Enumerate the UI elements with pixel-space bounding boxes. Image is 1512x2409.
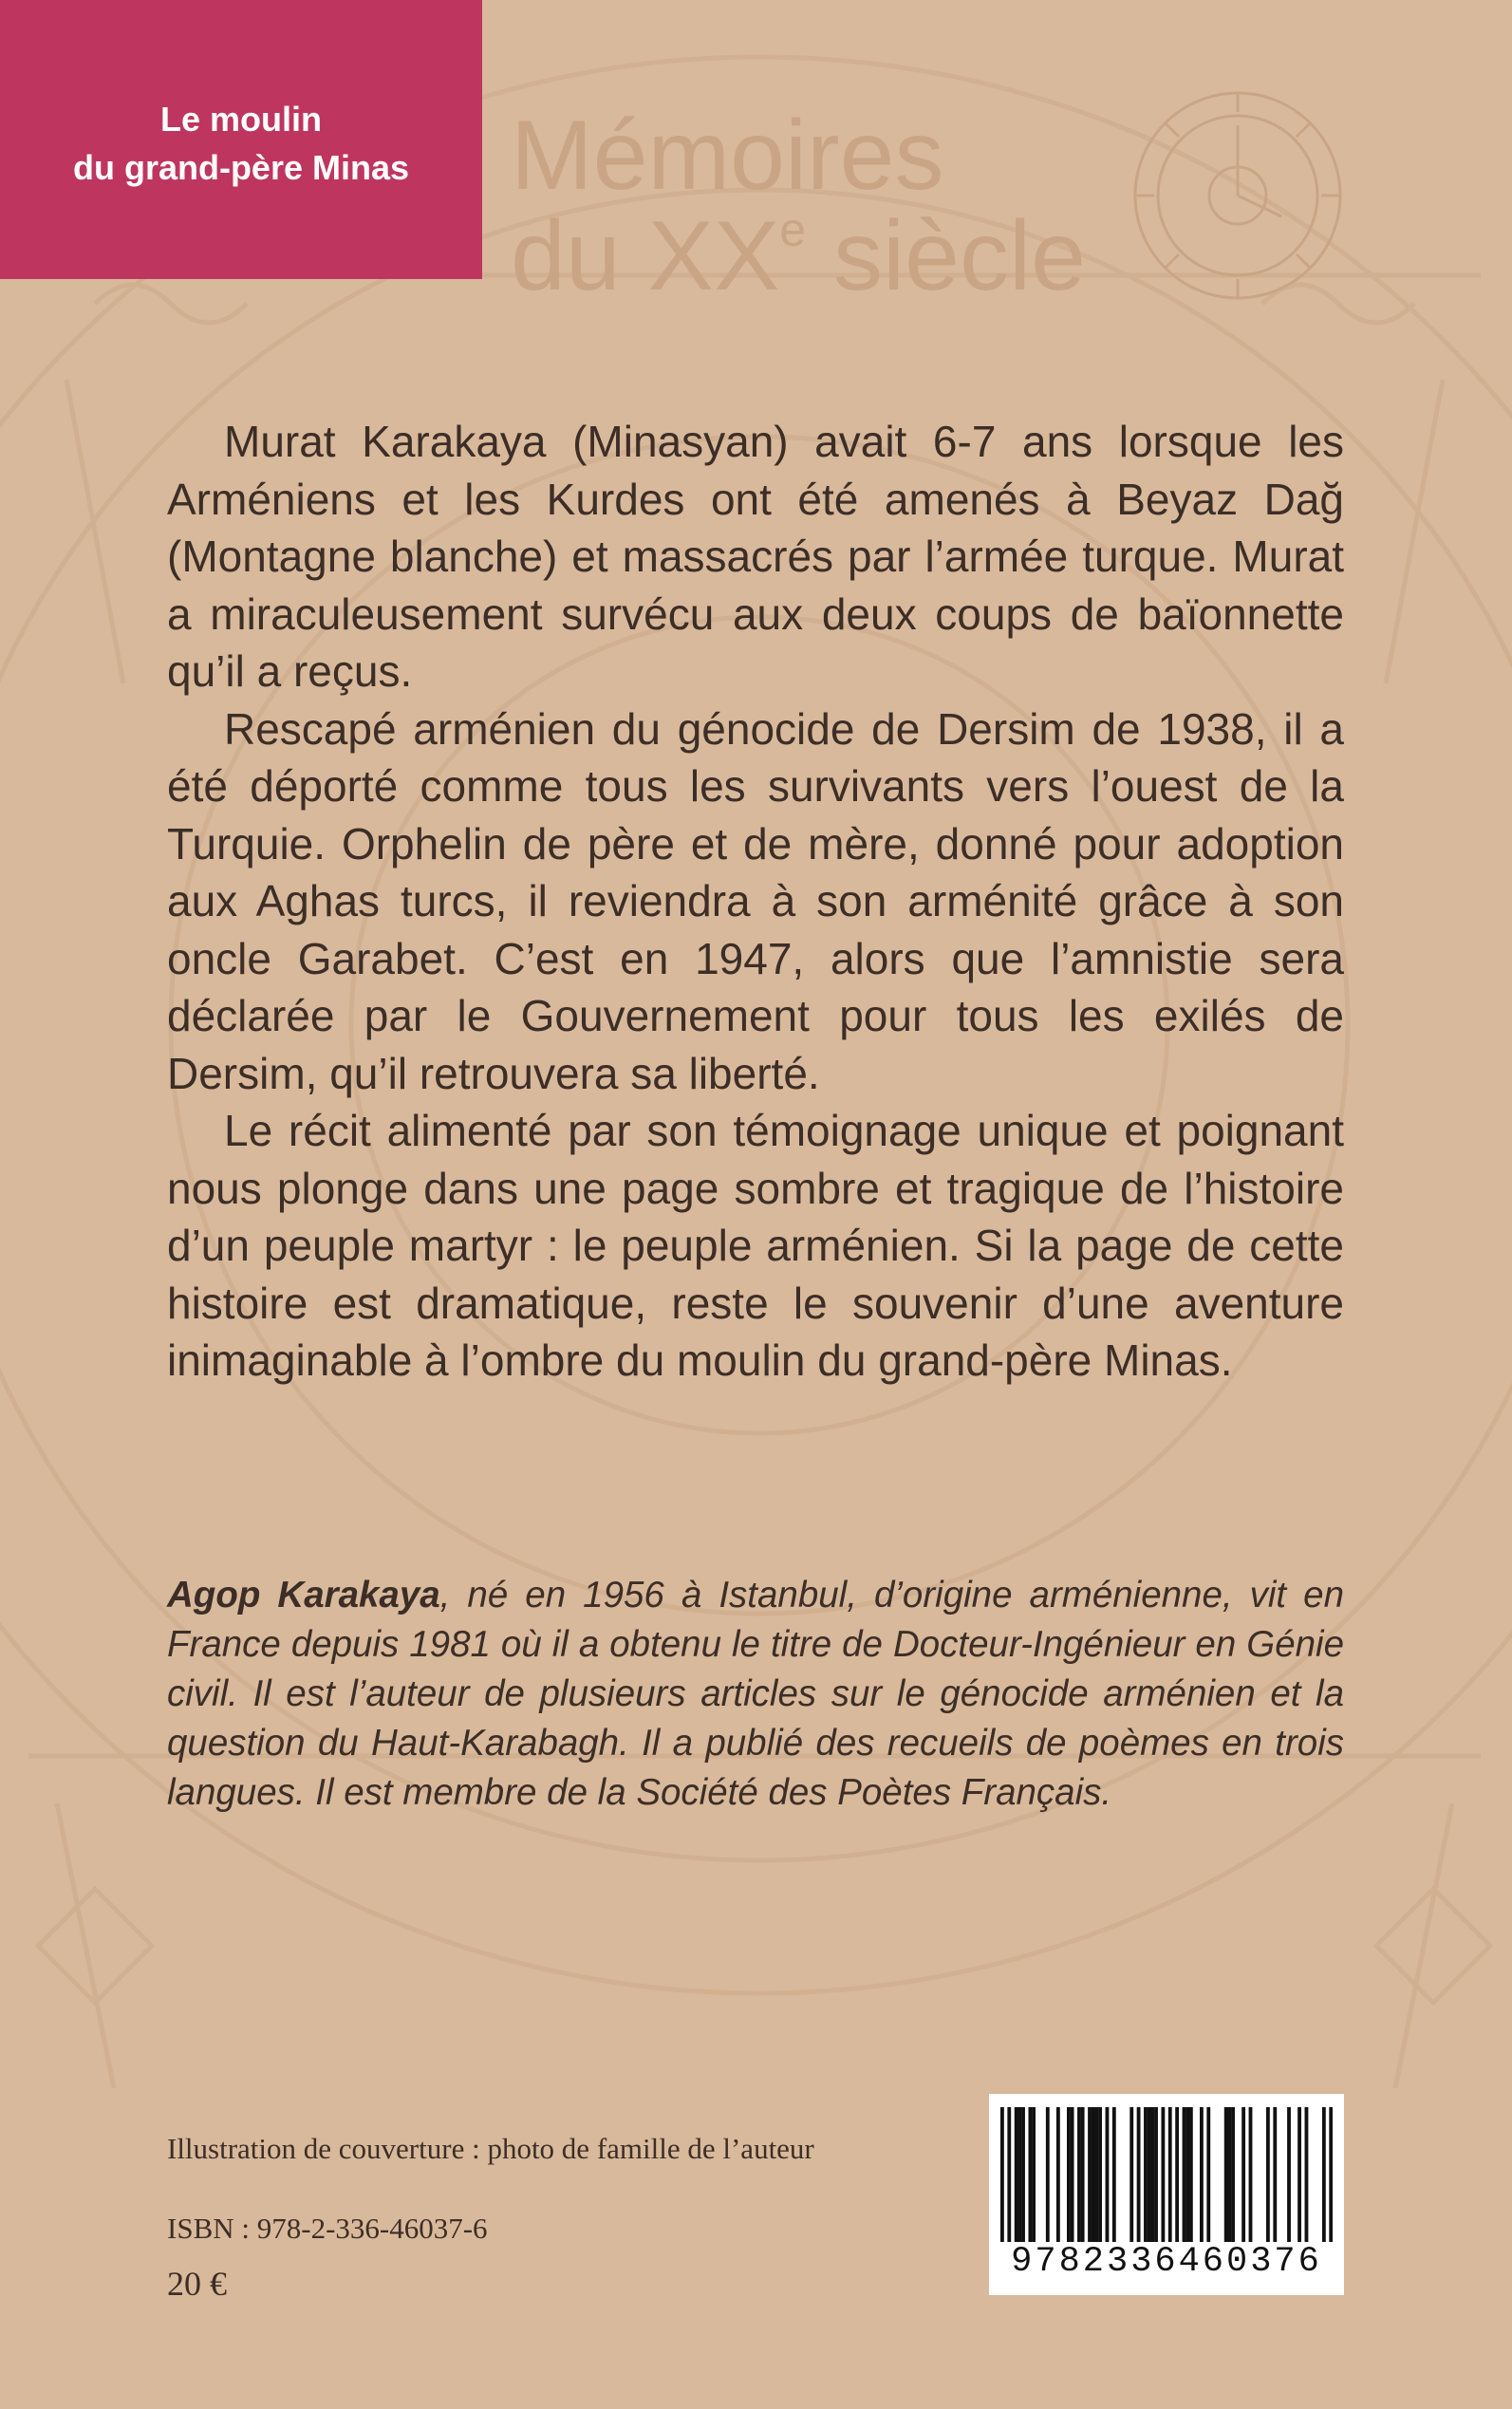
series-line2-sup: e — [779, 203, 807, 256]
book-title-box — [0, 0, 482, 279]
barcode-bar — [1266, 2107, 1270, 2242]
barcode-bar — [1028, 2107, 1032, 2242]
barcode-bar — [1206, 2107, 1210, 2242]
author-bio-text: , né en 1956 à Istanbul, d’origine arménienne, vit en France depuis 1981 où il a obtenu le titre de Docteur-Ingénieur en Génie civil. Il est l’auteur de plusieurs articles sur le génocide arménien et la question du Haut-Karabagh. Il a publié des recueils de poèmes en trois langues. Il est membre de la Société des Poètes Français. — [167, 1575, 1344, 1813]
barcode-bar — [1094, 2107, 1098, 2242]
barcode-bar — [1056, 2107, 1060, 2242]
author-bio — [167, 1571, 1344, 1818]
summary-paragraph: Le récit alimenté par son témoignage unique et poignant nous plonge dans une page sombre et tragique de l’histoire d’un peuple martyr : le peuple arménien. Si la page de cette histoire est dramatique, reste le souvenir d’une aventure inimaginable à l’ombre du moulin du grand-père Minas. — [167, 1106, 1344, 1385]
barcode-bar — [1077, 2107, 1081, 2242]
barcode-bar — [1112, 2107, 1116, 2242]
barcode-bar — [1305, 2107, 1309, 2242]
book-title-line1: Le moulin — [160, 100, 322, 139]
barcode-bar — [1185, 2107, 1189, 2242]
barcode-bar — [1224, 2107, 1228, 2242]
barcode-bar — [1017, 2107, 1021, 2242]
barcode-bar — [1071, 2107, 1074, 2242]
barcode-bar — [1189, 2107, 1193, 2242]
barcode-bar — [1137, 2107, 1141, 2242]
barcode-bar — [1092, 2107, 1095, 2242]
barcode-bar — [1150, 2107, 1154, 2242]
barcode-bar — [1161, 2107, 1165, 2242]
barcode-bar — [1015, 2107, 1018, 2242]
barcode-bar — [1032, 2107, 1036, 2242]
barcode-bar — [1098, 2107, 1102, 2242]
price: 20 € — [167, 2265, 227, 2303]
barcode-bar — [1322, 2107, 1326, 2242]
barcode-bar — [1021, 2107, 1025, 2242]
illustration-credit: Illustration de couverture : photo de famille de l’auteur — [167, 2132, 814, 2165]
series-line2-post: siècle — [806, 201, 1086, 311]
barcode-bar — [1088, 2107, 1092, 2242]
barcode-bar — [1129, 2107, 1133, 2242]
series-line2 — [511, 201, 1086, 311]
author-name: Agop Karakaya — [167, 1575, 440, 1615]
summary-paragraph: Murat Karakaya (Minasyan) avait 6-7 ans lorsque les Arméniens et les Kurdes ont été amenés à Beyaz Dağ (Montagne blanche) et massacrés par l’armée turque. Murat a miraculeusement survécu aux deux coups de baïonnette qu’il a reçus. — [167, 417, 1344, 696]
book-title-line2: du grand-père Minas — [72, 148, 410, 187]
barcode — [989, 2094, 1344, 2295]
barcode-bar — [1144, 2107, 1148, 2242]
barcode-bar — [1297, 2107, 1301, 2242]
barcode-bar — [1046, 2107, 1050, 2242]
barcode-bar — [1106, 2107, 1110, 2242]
barcode-digits: 9782336460376 — [1011, 2242, 1322, 2282]
series-line1: Mémoires — [511, 101, 944, 211]
barcode-bar — [1287, 2107, 1291, 2242]
clock-logo-icon — [1129, 87, 1346, 304]
barcode-bar — [1200, 2107, 1204, 2242]
book-summary — [167, 413, 1344, 1390]
isbn: ISBN : 978-2-336-46037-6 — [167, 2212, 488, 2245]
series-line2-pre: du XX — [511, 201, 780, 311]
barcode-bar — [1067, 2107, 1071, 2242]
barcode-bar — [1168, 2107, 1172, 2242]
barcode-bar — [1148, 2107, 1151, 2242]
barcode-bar — [1249, 2107, 1253, 2242]
barcode-bar — [1273, 2107, 1277, 2242]
barcode-bar — [1227, 2107, 1231, 2242]
barcode-bar — [1183, 2107, 1186, 2242]
barcode-bar — [1175, 2107, 1179, 2242]
barcode-bar — [1000, 2107, 1004, 2242]
barcode-bar — [1241, 2107, 1245, 2242]
barcode-bar — [1154, 2107, 1158, 2242]
barcode-bar — [1231, 2107, 1235, 2242]
barcode-bar — [1329, 2107, 1333, 2242]
barcode-bar — [1081, 2107, 1085, 2242]
summary-paragraph: Rescapé arménien du génocide de Dersim de 1938, il a été déporté comme tous les survivants vers l’ouest de la Turquie. Orphelin de père et de mère, donné pour adoption aux Aghas turcs, il reviendra à son arménité grâce à son oncle Garabet. C’est en 1947, alors que l’amnistie sera déclarée par le Gouvernement pour tous les exilés de Dersim, qu’il retrouvera sa liberté. — [167, 703, 1344, 1098]
barcode-bars — [1000, 2107, 1333, 2242]
barcode-bar — [1007, 2107, 1011, 2242]
